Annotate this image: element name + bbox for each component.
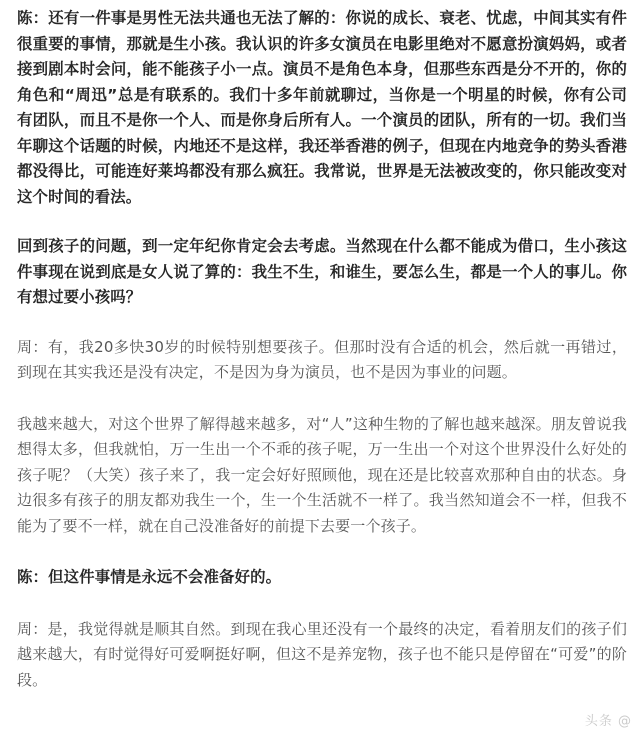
paragraph-zhou-answer-2: 我越来越大，对这个世界了解得越来越多，对“人”这种生物的了解也越来越深。朋友曾说我想得太多，但我就怕，万一生出一个不乖的孩子呢，万一生出一个对这个世界没什么好处的孩子呢？（大笑）孩子来了，我一定会好好照顾他，现在还是比较喜欢那种自由的状态。身边很多有孩子的朋友都劝我生一个，生一个生活就不一样了。我当然知道会不一样，但我不能为了要不一样，就在自己没准备好的前提下去要一个孩子。	[17, 414, 627, 535]
paragraph-zhou-answer-3: 周：是，我觉得就是顺其自然。到现在我心里还没有一个最终的决定，看着朋友们的孩子们越来越大，有时觉得好可爱啊挺好啊，但这不是养宠物，孩子也不能只是停留在“可爱”的阶段。	[17, 619, 627, 689]
paragraph-chen-question-1: 陈：还有一件事是男性无法共通也无法了解的：你说的成长、衰老、忧虑，中间其实有件很重要的事情，那就是生小孩。我认识的许多女演员在电影里绝对不愿意扮演妈妈，或者接到剧本时会问，能不能孩子小一点。演员不是角色本身，但那些东西是分不开的，你的角色和“周迅”总是有联系的。我们十多年前就聊过，当你是一个明星的时候，你有公司有团队，而且不是你一个人、而是你身后所有人。一个演员的团队，所有的一切。我们当年聊这个话题的时候，内地还不是这样，我还举香港的例子，但现在内地竞争的势头香港都没得比，可能连好莱坞都没有那么疯狂。我常说，世界是无法被改变的，你只能改变对这个时间的看法。	[17, 9, 627, 206]
watermark: 头条 @	[584, 714, 632, 729]
article-body	[17, 6, 627, 693]
paragraph-chen-remark: 陈：但这件事情是永远不会准备好的。	[17, 568, 282, 586]
paragraph-chen-question-2: 回到孩子的问题，到一定年纪你肯定会去考虑。当然现在什么都不能成为借口，生小孩这件事现在说到底是女人说了算的：我生不生，和谁生，要怎么生，都是一个人的事儿。你有想过要小孩吗？	[17, 237, 627, 306]
paragraph-zhou-answer-1: 周：有，我20多快30岁的时候特别想要孩子。但那时没有合适的机会，然后就一再错过，到现在其实我还是没有决定，不是因为身为演员，也不是因为事业的问题。	[17, 337, 627, 381]
